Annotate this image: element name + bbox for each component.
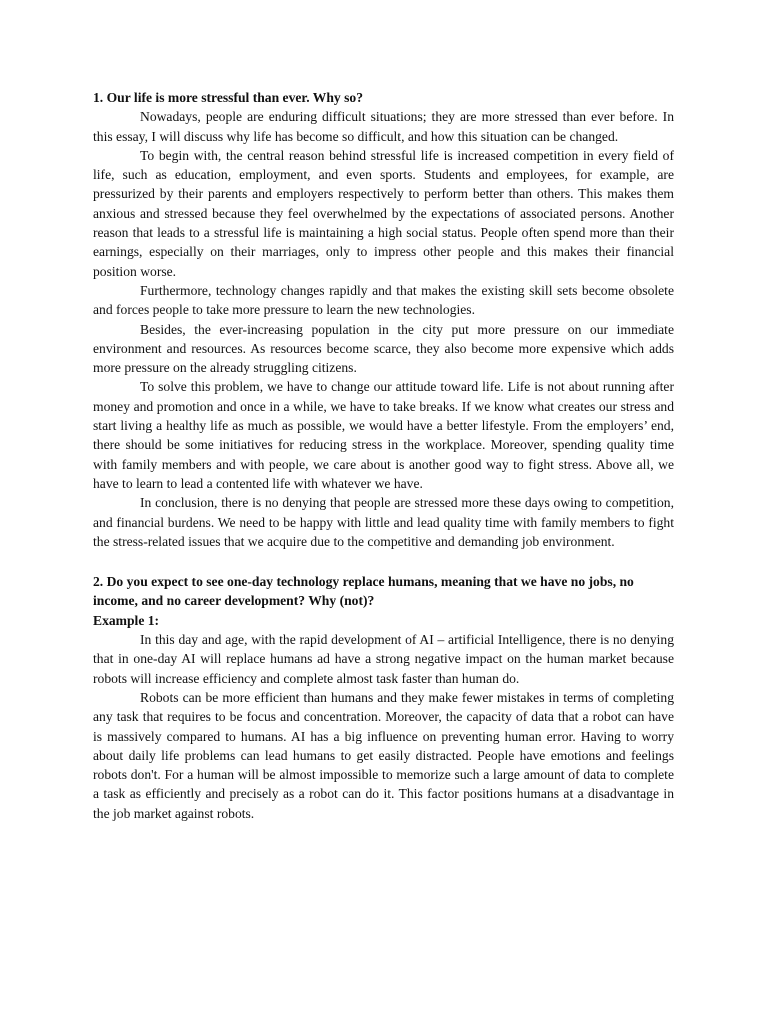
section-spacer [93,551,674,572]
section2-heading: 2. Do you expect to see one-day technology replace humans, meaning that we have no jobs, no income, and no career development? Why (not)? [93,574,634,609]
section1-heading: 1. Our life is more stressful than ever. Why so? [93,90,363,105]
section1-paragraph-3: Furthermore, technology changes rapidly and that makes the existing skill sets become obsolete and forces people to take more pressure to learn the new technologies. [93,282,674,318]
example-label: Example 1: [93,612,160,628]
section2-paragraph-2: Robots can be more efficient than humans and they make fewer mistakes in terms of completing any task that requires to be focus and concentration. Moreover, the capacity of data that a robot can have is massively compared to humans. AI has a big influence on preventing human error. Having to worry about daily life problems can lead humans to get easily distracted. People have emotions and feelings robots don't. For a human will be almost impossible to memorize such a large amount of data to complete a task as efficiently and precisely as a robot can do it. This factor positions humans at a disadvantage in the job market against robots. [93,689,674,821]
section1-paragraph-6: In conclusion, there is no denying that people are stressed more these days owing to competition, and financial burdens. We need to be happy with little and lead quality time with family members to fight the stress-related issues that we acquire due to the competitive and demanding job environment. [93,495,674,549]
section1-paragraph-5: To solve this problem, we have to change our attitude toward life. Life is not about running after money and promotion and once in a while, we have to take breaks. If we know what creates our stress and start living a healthy life as much as possible, we would have a better lifestyle. From the employers’ end, there should be some initiatives for reducing stress in the workplace. Moreover, spending quality time with family members and with people, we care about is another good way to fight stress. Above all, we have to learn to lead a contented life with whatever we have. [93,379,674,491]
section1-paragraph-1: Nowadays, people are enduring difficult situations; they are more stressed than ever before. In this essay, I will discuss why life has become so difficult, and how this situation can be changed. [93,109,674,144]
document-page [93,88,674,823]
section1-paragraph-2: To begin with, the central reason behind stressful life is increased competition in every field of life, such as education, employment, and even sports. Students and employees, for example, are pressurized by their parents and employers respectively to perform better than others. This makes them anxious and stressed because they feel overwhelmed by the expectations of associated persons. Another reason that leads to a stressful life is maintaining a high social status. People often spend more than their earnings, especially on their marriages, only to impress other people and this makes their financial position worse. [93,147,674,279]
section2-paragraph-1: In this day and age, with the rapid development of AI – artificial Intelligence, there is no denying that in one-day AI will replace humans ad have a strong negative impact on the human market because robots will increase efficiency and complete almost task faster than human do. [93,632,674,686]
section1-paragraph-4: Besides, the ever-increasing population in the city put more pressure on our immediate environment and resources. As resources become scarce, they also become more expensive which adds more pressure on the already struggling citizens. [93,321,674,376]
